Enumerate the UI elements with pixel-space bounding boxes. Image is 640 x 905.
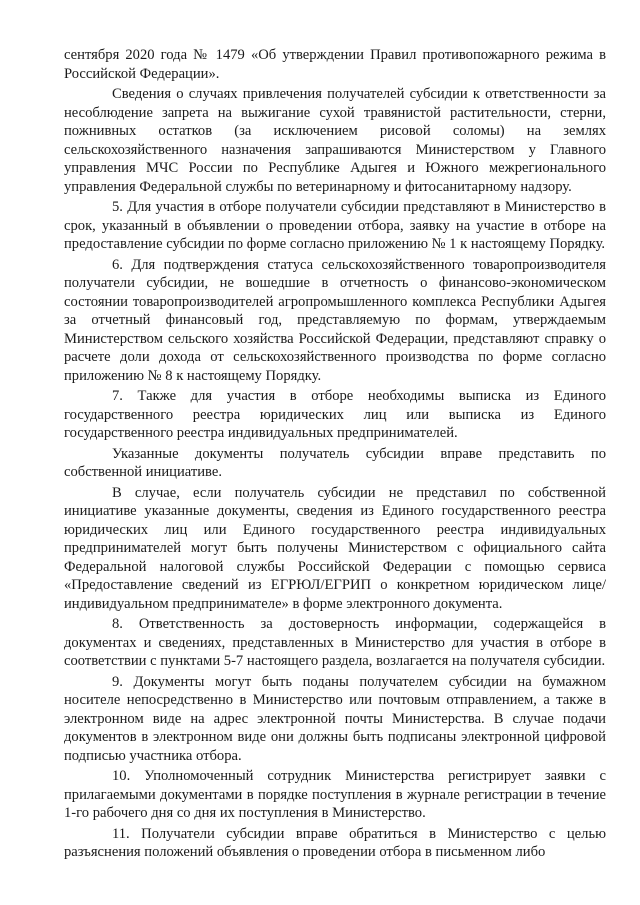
- paragraph-registry-info: В случае, если получатель субсидии не представил по собственной инициативе указанные документы, сведения из Единого государственного реестра юридических лиц или Единого государственного реестра индивидуальных предпринимателей могут быть получены Министерством с официального сайта Федеральной налоговой службы Российской Федерации с помощью сервиса «Предоставление сведений из ЕГРЮЛ/ЕГРИП о конкретном юридическом лице/индивидуальном предпринимателе» в форме электронного документа.: [64, 484, 606, 612]
- paragraph-item-6: 6. Для подтверждения статуса сельскохозяйственного товаропроизводителя получатели субсидии, не вошедшие в отчетность о финансово-экономическом состоянии товаропроизводителей агропромышленного комплекса Республики Адыгея за отчетный финансовый год, представляемую по формам, утверждаемым Министерством сельского хозяйства Российской Федерации, представляют справку о расчете доли дохода от сельскохозяйственного производства по форме согласно приложению № 8 к настоящему Порядку.: [64, 256, 606, 384]
- paragraph-item-7: 7. Также для участия в отборе необходимы выписка из Единого государственного реестра юридических лиц или выписка из Единого государственного реестра индивидуальных предпринимателей.: [64, 388, 606, 441]
- paragraph-own-initiative: Указанные документы получатель субсидии вправе представить по собственной инициативе.: [64, 445, 606, 480]
- document-page: [64, 46, 606, 864]
- paragraph-item-5: 5. Для участия в отборе получатели субсидии представляют в Министерство в срок, указанный в объявлении о проведении отбора, заявку на участие в отборе на предоставление субсидии по форме согласно приложению № 1 к настоящему Порядку.: [64, 199, 606, 252]
- paragraph-item-11: 11. Получатели субсидии вправе обратиться в Министерство с целью разъяснения положений объявления о проведении отбора в письменном либо: [64, 825, 606, 860]
- paragraph-item-8: 8. Ответственность за достоверность информации, содержащейся в документах и сведениях, представленных в Министерство для участия в отборе в соответствии с пунктами 5-7 настоящего раздела, возлагается на получателя субсидии.: [64, 616, 606, 669]
- paragraph-continuation: сентября 2020 года № 1479 «Об утверждении Правил противопожарного режима в Российской Федерации».: [64, 47, 606, 82]
- paragraph-item-10: 10. Уполномоченный сотрудник Министерства регистрирует заявки с прилагаемыми документами в порядке поступления в журнале регистрации в течение 1-го рабочего дня со дня их поступления в Министерство.: [64, 768, 606, 821]
- paragraph-violations-info: Сведения о случаях привлечения получателей субсидии к ответственности за несоблюдение запрета на выжигание сухой травянистой растительности, стерни, пожнивных остатков (за исключением рисовой соломы) на землях сельскохозяйственного назначения запрашиваются Министерством у Главного управления МЧС России по Республике Адыгея и Южного межрегионального управления Федеральной службы по ветеринарному и фитосанитарному надзору.: [64, 86, 606, 195]
- paragraph-item-9: 9. Документы могут быть поданы получателем субсидии на бумажном носителе непосредственно в Министерство или почтовым отправлением, а также в электронном виде на адрес электронной почты Министерства. В случае подачи документов в электронном виде они должны быть подписаны электронной цифровой подписью участника отбора.: [64, 673, 606, 764]
